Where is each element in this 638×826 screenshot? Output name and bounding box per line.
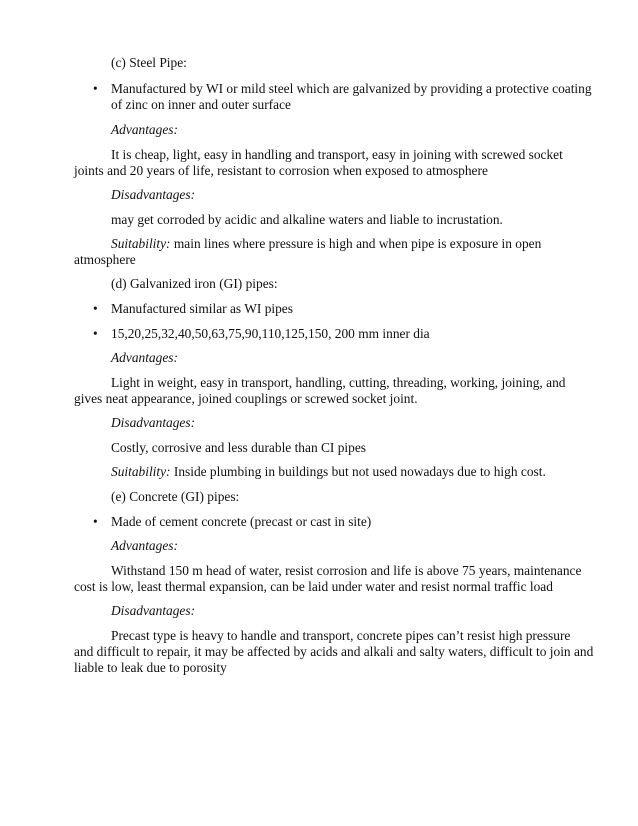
concrete-pipe-heading: (e) Concrete (GI) pipes: bbox=[111, 489, 240, 504]
concrete-disadvantages-line-1: Precast type is heavy to handle and transport, concrete pipes can’t resist high pressure bbox=[111, 628, 571, 643]
gi-suitability-line bbox=[111, 463, 546, 480]
concrete-bullet-1: Made of cement concrete (precast or cast in site) bbox=[111, 514, 372, 529]
bullet-icon: • bbox=[93, 301, 98, 316]
concrete-advantages-line-1: Withstand 150 m head of water, resist corrosion and life is above 75 years, maintenance bbox=[111, 563, 582, 578]
concrete-advantages-label: Advantages: bbox=[111, 538, 178, 553]
steel-bullet-line-2: of zinc on inner and outer surface bbox=[111, 97, 291, 112]
bullet-icon: • bbox=[93, 514, 98, 529]
gi-advantages-label: Advantages: bbox=[111, 350, 178, 365]
steel-disadvantages-label: Disadvantages: bbox=[111, 187, 196, 202]
gi-bullet-1: Manufactured similar as WI pipes bbox=[111, 301, 293, 316]
gi-advantages-line-2: gives neat appearance, joined couplings or screwed socket joint. bbox=[74, 391, 418, 406]
steel-bullet-line-1: Manufactured by WI or mild steel which are galvanized by providing a protective coating bbox=[111, 81, 592, 96]
steel-suitability-label: Suitability: bbox=[111, 236, 171, 251]
concrete-disadvantages-line-3: liable to leak due to porosity bbox=[74, 660, 227, 675]
steel-pipe-heading: (c) Steel Pipe: bbox=[111, 55, 187, 70]
gi-suitability-label: Suitability: bbox=[111, 464, 171, 479]
bullet-icon: • bbox=[93, 81, 98, 96]
gi-advantages-line-1: Light in weight, easy in transport, handling, cutting, threading, working, joining, and bbox=[111, 375, 566, 390]
steel-disadvantages-text: may get corroded by acidic and alkaline waters and liable to incrustation. bbox=[111, 212, 503, 227]
steel-advantages-label: Advantages: bbox=[111, 122, 178, 137]
steel-suitability-text: main lines where pressure is high and when pipe is exposure in open bbox=[170, 236, 542, 251]
steel-advantages-line-1: It is cheap, light, easy in handling and transport, easy in joining with screwed socket bbox=[111, 147, 563, 162]
concrete-disadvantages-line-2: and difficult to repair, it may be affected by acids and alkali and salty waters, difficult to join and bbox=[74, 644, 594, 659]
gi-suitability-text: Inside plumbing in buildings but not used nowadays due to high cost. bbox=[170, 464, 546, 479]
gi-pipe-heading: (d) Galvanized iron (GI) pipes: bbox=[111, 276, 278, 291]
bullet-icon: • bbox=[93, 326, 98, 341]
gi-disadvantages-text: Costly, corrosive and less durable than CI pipes bbox=[111, 440, 366, 455]
gi-disadvantages-label: Disadvantages: bbox=[111, 415, 196, 430]
concrete-disadvantages-label: Disadvantages: bbox=[111, 603, 196, 618]
steel-advantages-line-2: joints and 20 years of life, resistant to corrosion when exposed to atmosphere bbox=[74, 163, 488, 178]
steel-suitability-line-1 bbox=[111, 235, 541, 252]
steel-suitability-line-2: atmosphere bbox=[74, 252, 136, 267]
gi-bullet-2: 15,20,25,32,40,50,63,75,90,110,125,150, 200 mm inner dia bbox=[111, 326, 430, 341]
concrete-advantages-line-2: cost is low, least thermal expansion, can be laid under water and resist normal traffic load bbox=[74, 579, 553, 594]
